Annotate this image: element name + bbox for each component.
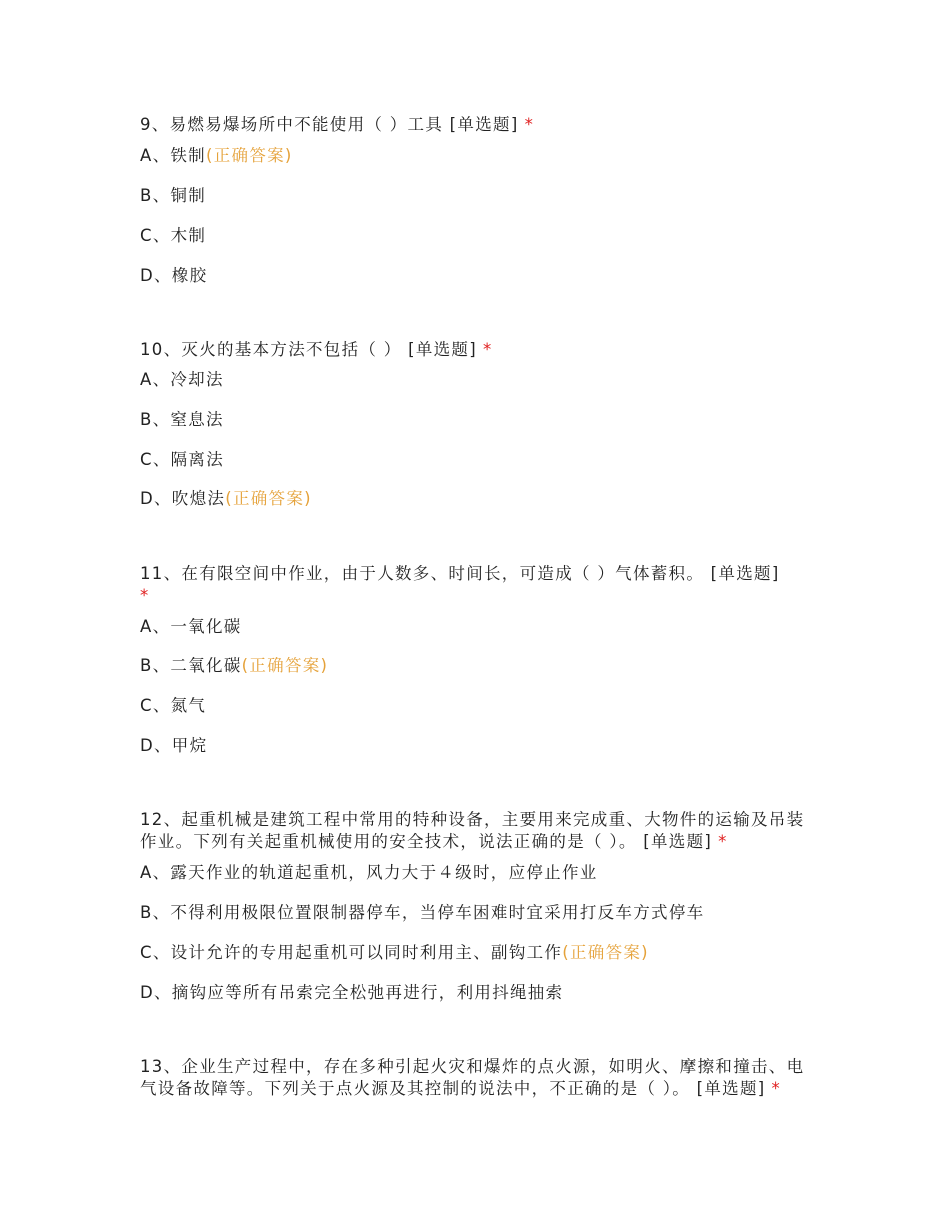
option-c: [140, 942, 649, 964]
option-c: C、氮气: [140, 696, 207, 715]
option-d: D、甲烷: [140, 736, 208, 755]
question-text: 10、灭火的基本方法不包括（ ） [单选题]: [140, 340, 477, 359]
option-b: B、不得利用极限位置限制器停车，当停车困难时宜采用打反车方式停车: [140, 903, 705, 922]
question-text: 12、起重机械是建筑工程中常用的特种设备，主要用来完成重、大物件的运输及吊装作业。下列有关起重机械使用的安全技术，说法正确的是（ ）。 [单选题]: [140, 810, 805, 851]
question-title: [140, 563, 818, 607]
correct-answer-label: (正确答案): [206, 146, 293, 165]
correct-answer-label: (正确答案): [241, 656, 329, 675]
option-d: D、摘钩应等所有吊索完全松弛再进行，利用抖绳抽索: [140, 983, 564, 1002]
option-text: B、二氧化碳: [140, 656, 242, 675]
correct-answer-label: (正确答案): [562, 943, 649, 962]
question-title: [140, 114, 818, 136]
question-text: 11、在有限空间中作业，由于人数多、时间长，可造成（ ）气体蓄积。 [单选题]: [140, 564, 780, 583]
option-text: D、吹熄法: [140, 489, 226, 508]
required-star: *: [524, 115, 535, 134]
option-a: A、冷却法: [140, 370, 224, 389]
option-a: A、一氧化碳: [140, 617, 242, 636]
option-c: C、隔离法: [140, 450, 225, 469]
option-a: [140, 145, 293, 167]
question-text: 13、企业生产过程中，存在多种引起火灾和爆炸的点火源，如明火、摩擦和撞击、电气设备故障等。下列关于点火源及其控制的说法中，不正确的是（ ）。 [单选题]: [140, 1057, 805, 1098]
option-b: [140, 655, 328, 677]
question-title: [140, 339, 818, 361]
option-b: B、铜制: [140, 186, 207, 205]
option-d: [140, 488, 312, 510]
required-star: *: [771, 1079, 782, 1098]
required-star: *: [482, 340, 493, 359]
correct-answer-label: (正确答案): [225, 489, 312, 508]
option-c: C、木制: [140, 226, 207, 245]
option-b: B、窒息法: [140, 410, 224, 429]
question-title: [140, 809, 818, 853]
question-text: 9、易燃易爆场所中不能使用（ ）工具 [单选题]: [140, 115, 519, 134]
option-a: A、露天作业的轨道起重机，风力大于４级时，应停止作业: [140, 863, 598, 882]
required-star: *: [140, 586, 150, 605]
option-text: A、铁制: [140, 146, 206, 165]
option-text: C、设计允许的专用起重机可以同时利用主、副钩工作: [140, 943, 563, 962]
question-title: [140, 1056, 818, 1100]
option-d: D、橡胶: [140, 266, 208, 285]
required-star: *: [718, 832, 728, 851]
